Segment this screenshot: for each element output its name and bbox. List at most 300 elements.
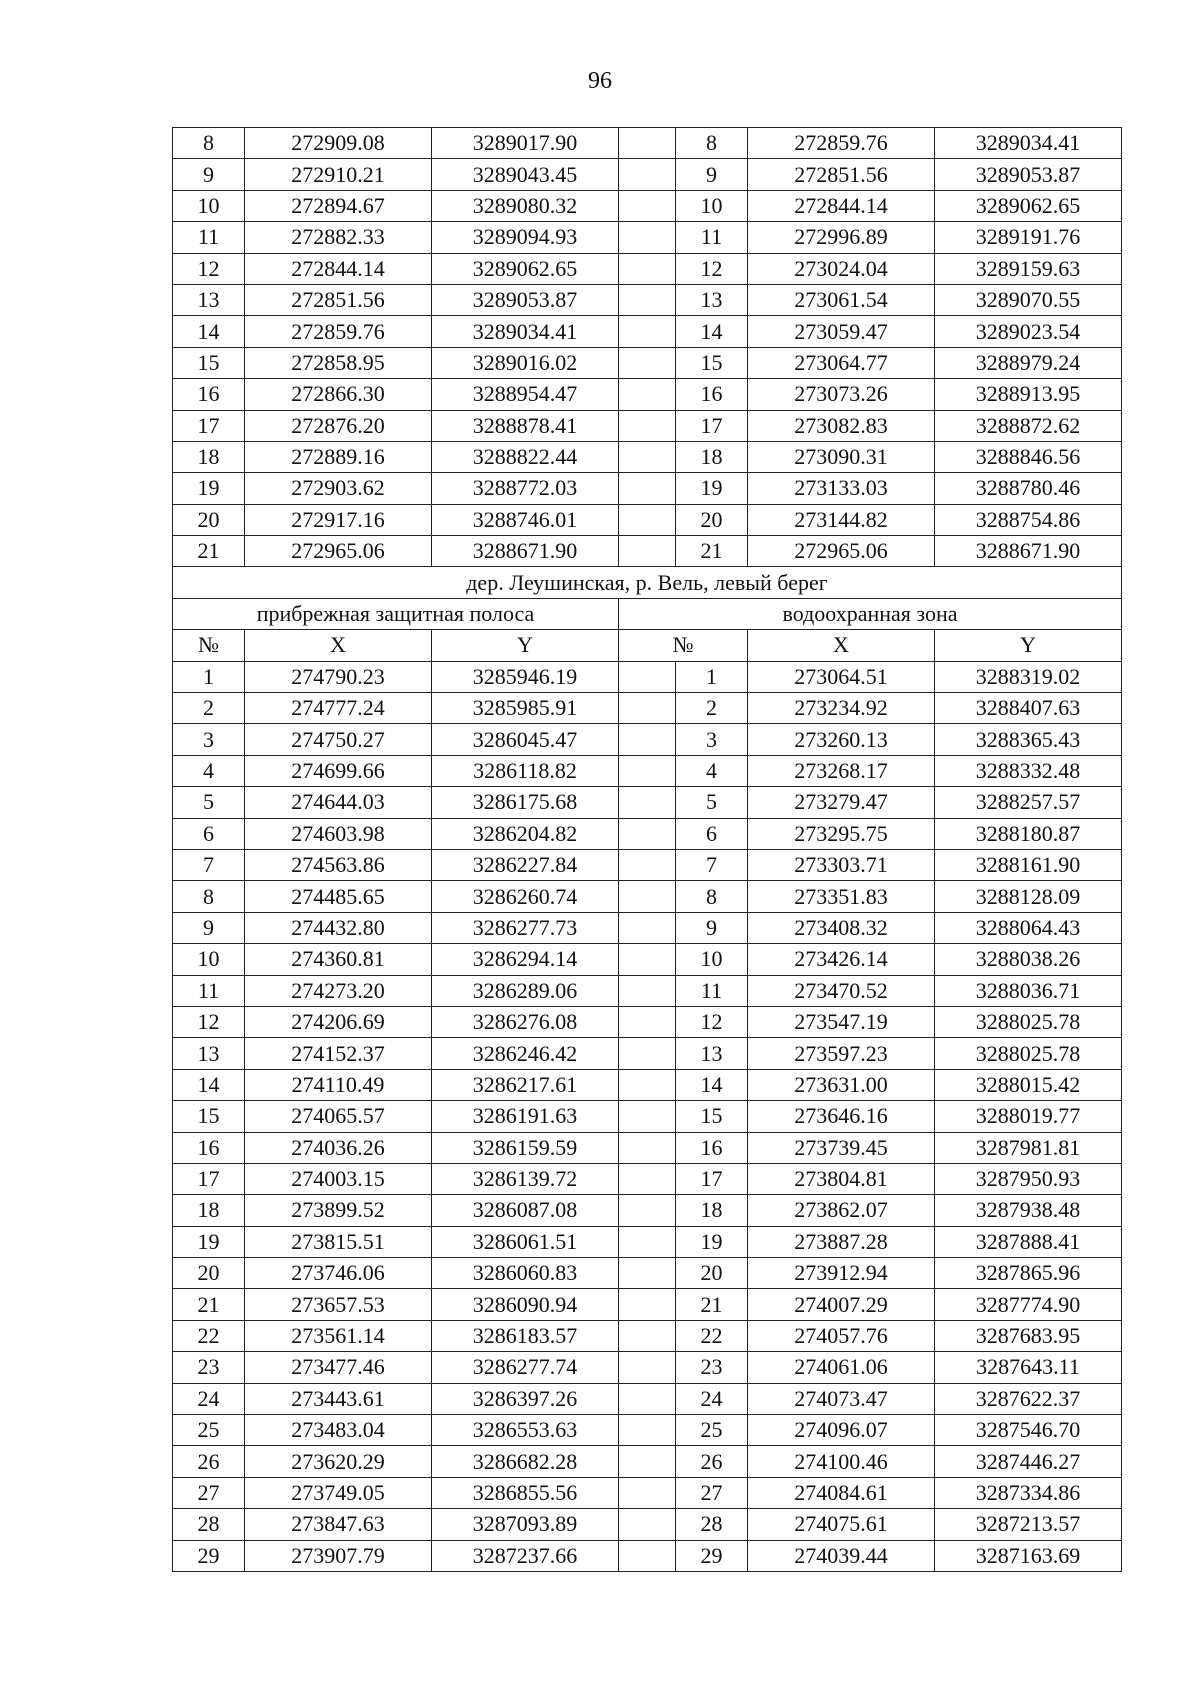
left-y-value: 3286139.72	[432, 1163, 619, 1194]
right-y-value: 3287888.41	[935, 1226, 1122, 1257]
table-row	[173, 410, 1122, 441]
table-row	[173, 1509, 1122, 1540]
spacer-cell	[619, 944, 676, 975]
left-point-num: 26	[173, 1446, 245, 1477]
table-row	[173, 787, 1122, 818]
left-point-num: 11	[173, 222, 245, 253]
left-x-value: 274644.03	[245, 787, 432, 818]
right-point-num: 20	[676, 504, 748, 535]
left-y-value: 3286276.08	[432, 1006, 619, 1037]
left-point-num: 17	[173, 1163, 245, 1194]
right-y-value: 3287446.27	[935, 1446, 1122, 1477]
left-y-value: 3289062.65	[432, 253, 619, 284]
left-y-value: 3288772.03	[432, 473, 619, 504]
right-y-value: 3287643.11	[935, 1352, 1122, 1383]
left-y-value: 3287237.66	[432, 1540, 619, 1571]
spacer-cell	[619, 1352, 676, 1383]
left-x-value: 274110.49	[245, 1069, 432, 1100]
table-row	[173, 818, 1122, 849]
spacer-cell	[619, 818, 676, 849]
left-y-value: 3289080.32	[432, 190, 619, 221]
left-x-value: 272903.62	[245, 473, 432, 504]
spacer-cell	[619, 347, 676, 378]
right-x-value: 274007.29	[748, 1289, 935, 1320]
right-y-value: 3288979.24	[935, 347, 1122, 378]
right-y-value: 3287546.70	[935, 1415, 1122, 1446]
right-y-value: 3288036.71	[935, 975, 1122, 1006]
right-point-num: 28	[676, 1509, 748, 1540]
table-row	[173, 128, 1122, 159]
left-y-value: 3289017.90	[432, 128, 619, 159]
spacer-cell	[619, 504, 676, 535]
right-x-value: 274100.46	[748, 1446, 935, 1477]
table-row	[173, 536, 1122, 567]
right-y-value: 3289023.54	[935, 316, 1122, 347]
right-point-num: 10	[676, 944, 748, 975]
spacer-cell	[619, 128, 676, 159]
left-x-value: 274699.66	[245, 755, 432, 786]
left-point-num: 28	[173, 1509, 245, 1540]
left-y-value: 3286060.83	[432, 1258, 619, 1289]
right-x-value: 273268.17	[748, 755, 935, 786]
right-y-value: 3287334.86	[935, 1477, 1122, 1508]
left-point-num: 23	[173, 1352, 245, 1383]
right-y-value: 3288872.62	[935, 410, 1122, 441]
table-row	[173, 944, 1122, 975]
section2-header	[173, 567, 1122, 661]
right-y-value: 3288019.77	[935, 1101, 1122, 1132]
table-row	[173, 1258, 1122, 1289]
left-x-value: 272917.16	[245, 504, 432, 535]
right-point-num: 9	[676, 159, 748, 190]
right-x-value: 273470.52	[748, 975, 935, 1006]
table-row	[173, 724, 1122, 755]
spacer-cell	[619, 1415, 676, 1446]
right-x-value: 273426.14	[748, 944, 935, 975]
right-point-num: 8	[676, 128, 748, 159]
right-y-value: 3288754.86	[935, 504, 1122, 535]
left-x-value: 272866.30	[245, 379, 432, 410]
left-y-value: 3286217.61	[432, 1069, 619, 1100]
right-y-value: 3288407.63	[935, 693, 1122, 724]
left-point-num: 14	[173, 316, 245, 347]
table-row	[173, 1038, 1122, 1069]
right-y-value: 3287865.96	[935, 1258, 1122, 1289]
left-point-num: 16	[173, 379, 245, 410]
left-y-value: 3286397.26	[432, 1383, 619, 1414]
spacer-cell	[619, 912, 676, 943]
left-point-num: 27	[173, 1477, 245, 1508]
right-y-value: 3287163.69	[935, 1540, 1122, 1571]
left-point-num: 21	[173, 536, 245, 567]
left-x-value: 274563.86	[245, 849, 432, 880]
right-x-value: 274057.76	[748, 1320, 935, 1351]
table-row	[173, 284, 1122, 315]
table-row	[173, 222, 1122, 253]
right-point-num: 25	[676, 1415, 748, 1446]
table-row	[173, 1163, 1122, 1194]
right-y-value: 3288180.87	[935, 818, 1122, 849]
left-x-value: 274790.23	[245, 661, 432, 692]
spacer-cell	[619, 755, 676, 786]
left-col-x-header: X	[245, 630, 432, 661]
left-point-num: 8	[173, 881, 245, 912]
spacer-cell	[619, 410, 676, 441]
right-point-num: 29	[676, 1540, 748, 1571]
spacer-cell	[619, 316, 676, 347]
table-row	[173, 473, 1122, 504]
left-point-num: 3	[173, 724, 245, 755]
left-y-value: 3285946.19	[432, 661, 619, 692]
left-x-value: 274065.57	[245, 1101, 432, 1132]
right-x-value: 273024.04	[748, 253, 935, 284]
spacer-cell	[619, 441, 676, 472]
left-y-value: 3286553.63	[432, 1415, 619, 1446]
right-x-value: 274073.47	[748, 1383, 935, 1414]
spacer-cell	[619, 1383, 676, 1414]
table-row	[173, 975, 1122, 1006]
right-col-num-header: №	[619, 630, 748, 661]
left-x-value: 272909.08	[245, 128, 432, 159]
left-y-value: 3288746.01	[432, 504, 619, 535]
right-point-num: 14	[676, 316, 748, 347]
left-point-num: 21	[173, 1289, 245, 1320]
right-y-value: 3288025.78	[935, 1006, 1122, 1037]
right-y-value: 3287622.37	[935, 1383, 1122, 1414]
left-x-value: 274036.26	[245, 1132, 432, 1163]
right-x-value: 273804.81	[748, 1163, 935, 1194]
left-point-num: 16	[173, 1132, 245, 1163]
right-x-value: 274075.61	[748, 1509, 935, 1540]
right-point-num: 21	[676, 1289, 748, 1320]
table-row	[173, 1446, 1122, 1477]
left-x-value: 273749.05	[245, 1477, 432, 1508]
right-y-value: 3288257.57	[935, 787, 1122, 818]
spacer-cell	[619, 1132, 676, 1163]
right-point-num: 15	[676, 1101, 748, 1132]
spacer-cell	[619, 1320, 676, 1351]
left-y-value: 3289043.45	[432, 159, 619, 190]
left-x-value: 274206.69	[245, 1006, 432, 1037]
right-x-value: 272965.06	[748, 536, 935, 567]
table-row	[173, 1477, 1122, 1508]
left-y-value: 3286175.68	[432, 787, 619, 818]
right-y-value: 3289159.63	[935, 253, 1122, 284]
left-x-value: 272851.56	[245, 284, 432, 315]
spacer-cell	[619, 1289, 676, 1320]
table-row	[173, 1101, 1122, 1132]
right-y-value: 3288015.42	[935, 1069, 1122, 1100]
left-point-num: 8	[173, 128, 245, 159]
left-x-value: 272894.67	[245, 190, 432, 221]
table-row	[173, 504, 1122, 535]
left-x-value: 274777.24	[245, 693, 432, 724]
spacer-cell	[619, 1540, 676, 1571]
right-x-value: 272859.76	[748, 128, 935, 159]
table-row	[173, 190, 1122, 221]
right-zone-header: водоохранная зона	[619, 598, 1122, 629]
right-x-value: 273597.23	[748, 1038, 935, 1069]
left-point-num: 10	[173, 944, 245, 975]
right-y-value: 3288038.26	[935, 944, 1122, 975]
left-x-value: 273815.51	[245, 1226, 432, 1257]
right-point-num: 16	[676, 1132, 748, 1163]
left-x-value: 272844.14	[245, 253, 432, 284]
left-y-value: 3286277.74	[432, 1352, 619, 1383]
right-point-num: 17	[676, 1163, 748, 1194]
right-x-value: 273408.32	[748, 912, 935, 943]
right-point-num: 22	[676, 1320, 748, 1351]
right-x-value: 273646.16	[748, 1101, 935, 1132]
right-x-value: 273260.13	[748, 724, 935, 755]
spacer-cell	[619, 284, 676, 315]
right-point-num: 7	[676, 849, 748, 880]
right-x-value: 273887.28	[748, 1226, 935, 1257]
spacer-cell	[619, 787, 676, 818]
left-point-num: 4	[173, 755, 245, 786]
section-title: дер. Леушинская, р. Вель, левый берег	[173, 567, 1122, 598]
left-point-num: 9	[173, 159, 245, 190]
left-point-num: 19	[173, 1226, 245, 1257]
right-y-value: 3288780.46	[935, 473, 1122, 504]
spacer-cell	[619, 1446, 676, 1477]
table-row	[173, 912, 1122, 943]
left-y-value: 3286855.56	[432, 1477, 619, 1508]
left-x-value: 272858.95	[245, 347, 432, 378]
left-y-value: 3286227.84	[432, 849, 619, 880]
left-x-value: 274603.98	[245, 818, 432, 849]
spacer-cell	[619, 190, 676, 221]
right-x-value: 273631.00	[748, 1069, 935, 1100]
right-y-value: 3288365.43	[935, 724, 1122, 755]
right-point-num: 21	[676, 536, 748, 567]
left-point-num: 9	[173, 912, 245, 943]
left-x-value: 273907.79	[245, 1540, 432, 1571]
left-point-num: 15	[173, 1101, 245, 1132]
left-point-num: 20	[173, 504, 245, 535]
right-point-num: 12	[676, 1006, 748, 1037]
left-y-value: 3286682.28	[432, 1446, 619, 1477]
left-y-value: 3286087.08	[432, 1195, 619, 1226]
table-row	[173, 1540, 1122, 1571]
column-header-row	[173, 630, 1122, 661]
left-point-num: 6	[173, 818, 245, 849]
left-x-value: 274432.80	[245, 912, 432, 943]
left-x-value: 272876.20	[245, 410, 432, 441]
right-point-num: 11	[676, 222, 748, 253]
right-x-value: 273912.94	[748, 1258, 935, 1289]
left-y-value: 3285985.91	[432, 693, 619, 724]
left-point-num: 10	[173, 190, 245, 221]
right-x-value: 273351.83	[748, 881, 935, 912]
left-y-value: 3289094.93	[432, 222, 619, 253]
right-x-value: 273059.47	[748, 316, 935, 347]
spacer-cell	[619, 1006, 676, 1037]
section1-rows	[173, 128, 1122, 567]
right-x-value: 273547.19	[748, 1006, 935, 1037]
left-x-value: 272859.76	[245, 316, 432, 347]
right-point-num: 10	[676, 190, 748, 221]
right-point-num: 17	[676, 410, 748, 441]
left-x-value: 273443.61	[245, 1383, 432, 1414]
left-x-value: 272910.21	[245, 159, 432, 190]
spacer-cell	[619, 473, 676, 504]
left-y-value: 3287093.89	[432, 1509, 619, 1540]
spacer-cell	[619, 849, 676, 880]
left-point-num: 22	[173, 1320, 245, 1351]
table-row	[173, 347, 1122, 378]
left-point-num: 1	[173, 661, 245, 692]
spacer-cell	[619, 1163, 676, 1194]
spacer-cell	[619, 881, 676, 912]
right-y-value: 3288128.09	[935, 881, 1122, 912]
right-x-value: 274084.61	[748, 1477, 935, 1508]
right-point-num: 14	[676, 1069, 748, 1100]
right-x-value: 272844.14	[748, 190, 935, 221]
table-row	[173, 693, 1122, 724]
right-x-value: 273082.83	[748, 410, 935, 441]
right-point-num: 19	[676, 473, 748, 504]
right-x-value: 273862.07	[748, 1195, 935, 1226]
left-x-value: 274485.65	[245, 881, 432, 912]
spacer-cell	[619, 693, 676, 724]
left-y-value: 3289034.41	[432, 316, 619, 347]
right-x-value: 273739.45	[748, 1132, 935, 1163]
page-number: 96	[588, 68, 612, 94]
right-y-value: 3288846.56	[935, 441, 1122, 472]
left-y-value: 3289016.02	[432, 347, 619, 378]
table-row	[173, 379, 1122, 410]
right-y-value: 3287683.95	[935, 1320, 1122, 1351]
left-y-value: 3286045.47	[432, 724, 619, 755]
left-point-num: 20	[173, 1258, 245, 1289]
left-x-value: 274750.27	[245, 724, 432, 755]
right-x-value: 273061.54	[748, 284, 935, 315]
left-point-num: 12	[173, 1006, 245, 1037]
right-point-num: 9	[676, 912, 748, 943]
left-point-num: 25	[173, 1415, 245, 1446]
right-y-value: 3287774.90	[935, 1289, 1122, 1320]
table-row	[173, 1352, 1122, 1383]
left-y-value: 3288954.47	[432, 379, 619, 410]
table-row	[173, 1383, 1122, 1414]
right-point-num: 23	[676, 1352, 748, 1383]
right-col-x-header: X	[748, 630, 935, 661]
spacer-cell	[619, 1195, 676, 1226]
left-point-num: 14	[173, 1069, 245, 1100]
right-col-y-header: Y	[935, 630, 1122, 661]
right-point-num: 24	[676, 1383, 748, 1414]
spacer-cell	[619, 536, 676, 567]
right-point-num: 11	[676, 975, 748, 1006]
right-point-num: 18	[676, 441, 748, 472]
left-x-value: 273483.04	[245, 1415, 432, 1446]
left-point-num: 17	[173, 410, 245, 441]
right-point-num: 6	[676, 818, 748, 849]
left-x-value: 274360.81	[245, 944, 432, 975]
table-row	[173, 1132, 1122, 1163]
table-row	[173, 1006, 1122, 1037]
spacer-cell	[619, 1509, 676, 1540]
right-x-value: 273295.75	[748, 818, 935, 849]
right-x-value: 274096.07	[748, 1415, 935, 1446]
right-y-value: 3288913.95	[935, 379, 1122, 410]
right-y-value: 3289053.87	[935, 159, 1122, 190]
left-point-num: 15	[173, 347, 245, 378]
spacer-cell	[619, 1101, 676, 1132]
right-x-value: 273064.77	[748, 347, 935, 378]
spacer-cell	[619, 1069, 676, 1100]
right-point-num: 5	[676, 787, 748, 818]
spacer-cell	[619, 1477, 676, 1508]
table-row	[173, 1320, 1122, 1351]
coordinates-table	[172, 127, 1122, 1572]
left-y-value: 3286090.94	[432, 1289, 619, 1320]
spacer-cell	[619, 724, 676, 755]
right-y-value: 3289070.55	[935, 284, 1122, 315]
right-point-num: 2	[676, 693, 748, 724]
left-point-num: 29	[173, 1540, 245, 1571]
spacer-cell	[619, 253, 676, 284]
table-row	[173, 1195, 1122, 1226]
spacer-cell	[619, 222, 676, 253]
left-x-value: 274273.20	[245, 975, 432, 1006]
table-row	[173, 1415, 1122, 1446]
left-x-value: 272965.06	[245, 536, 432, 567]
right-point-num: 15	[676, 347, 748, 378]
left-x-value: 273899.52	[245, 1195, 432, 1226]
spacer-cell	[619, 1226, 676, 1257]
right-x-value: 274061.06	[748, 1352, 935, 1383]
right-point-num: 12	[676, 253, 748, 284]
right-y-value: 3287213.57	[935, 1509, 1122, 1540]
left-x-value: 273847.63	[245, 1509, 432, 1540]
right-point-num: 19	[676, 1226, 748, 1257]
right-x-value: 272851.56	[748, 159, 935, 190]
left-x-value: 273561.14	[245, 1320, 432, 1351]
left-point-num: 13	[173, 284, 245, 315]
left-point-num: 24	[173, 1383, 245, 1414]
right-x-value: 273279.47	[748, 787, 935, 818]
spacer-cell	[619, 661, 676, 692]
left-y-value: 3286204.82	[432, 818, 619, 849]
right-y-value: 3287950.93	[935, 1163, 1122, 1194]
left-point-num: 5	[173, 787, 245, 818]
right-point-num: 20	[676, 1258, 748, 1289]
left-y-value: 3286246.42	[432, 1038, 619, 1069]
right-x-value: 273090.31	[748, 441, 935, 472]
left-point-num: 13	[173, 1038, 245, 1069]
right-y-value: 3288064.43	[935, 912, 1122, 943]
table-row	[173, 1289, 1122, 1320]
spacer-cell	[619, 159, 676, 190]
right-y-value: 3289191.76	[935, 222, 1122, 253]
zone-header-row	[173, 598, 1122, 629]
right-y-value: 3287938.48	[935, 1195, 1122, 1226]
right-point-num: 3	[676, 724, 748, 755]
left-x-value: 273657.53	[245, 1289, 432, 1320]
left-y-value: 3286294.14	[432, 944, 619, 975]
right-point-num: 27	[676, 1477, 748, 1508]
left-y-value: 3288822.44	[432, 441, 619, 472]
right-point-num: 1	[676, 661, 748, 692]
left-y-value: 3286277.73	[432, 912, 619, 943]
right-y-value: 3288161.90	[935, 849, 1122, 880]
right-point-num: 18	[676, 1195, 748, 1226]
left-y-value: 3286159.59	[432, 1132, 619, 1163]
right-y-value: 3288671.90	[935, 536, 1122, 567]
right-x-value: 272996.89	[748, 222, 935, 253]
